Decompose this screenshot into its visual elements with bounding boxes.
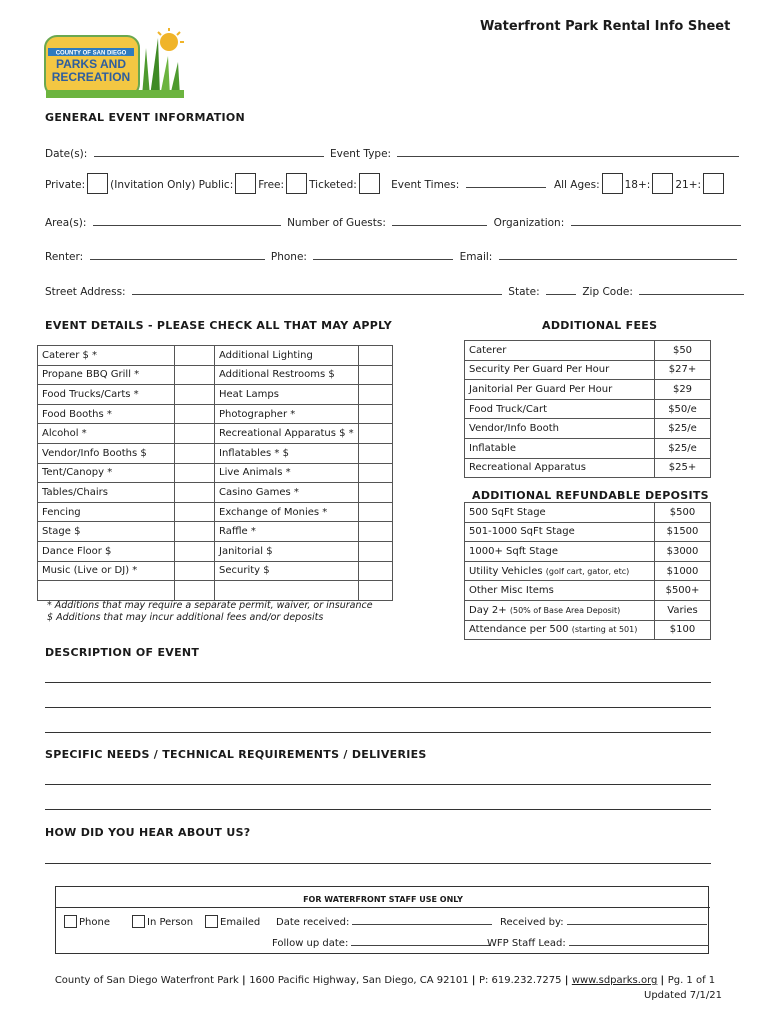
areas-row <box>45 216 744 229</box>
detail-item-label: Food Booths * <box>38 404 175 424</box>
footer-website-link[interactable]: www.sdparks.org <box>571 975 658 986</box>
deposits-heading: ADDITIONAL REFUNDABLE DEPOSITS <box>472 489 709 502</box>
deposit-label: Other Misc Items <box>469 585 554 597</box>
description-line-3[interactable] <box>45 732 711 733</box>
follow-up-field[interactable] <box>351 936 491 946</box>
staff-phone-option[interactable] <box>64 915 110 928</box>
email-field[interactable] <box>499 250 737 260</box>
fee-value: $50/e <box>655 399 711 419</box>
ticketed-checkbox[interactable] <box>359 173 380 194</box>
detail-item-check[interactable] <box>358 463 392 483</box>
updated-date: Updated 7/1/21 <box>644 990 722 1001</box>
detail-item-label: Tent/Canopy * <box>38 463 175 483</box>
fee-value: $25/e <box>655 438 711 458</box>
description-heading: DESCRIPTION OF EVENT <box>45 646 200 659</box>
fee-label: Inflatable <box>465 438 655 458</box>
date-received-label: Date received: <box>276 917 350 928</box>
detail-item-check[interactable] <box>175 424 215 444</box>
all-ages-label: All Ages: <box>553 179 600 191</box>
details-row <box>38 561 393 581</box>
details-table <box>37 345 393 601</box>
detail-item-check[interactable] <box>358 561 392 581</box>
detail-item-label: Janitorial $ <box>215 541 359 561</box>
detail-item-label: Inflatables * $ <box>215 443 359 463</box>
deposit-label-cell <box>465 600 655 620</box>
guests-label: Number of Guests: <box>287 217 386 229</box>
email-label: Email: <box>459 251 493 263</box>
detail-item-label: Additional Restrooms $ <box>215 365 359 385</box>
deposit-label-cell <box>465 522 655 542</box>
deposit-value: $100 <box>655 620 711 640</box>
fee-row <box>465 360 711 380</box>
hear-heading: HOW DID YOU HEAR ABOUT US? <box>45 826 251 839</box>
detail-item-label <box>38 581 175 601</box>
detail-item-label: Propane BBQ Grill * <box>38 365 175 385</box>
deposit-label-cell <box>465 561 655 581</box>
staff-divider <box>56 907 710 908</box>
detail-item-check[interactable] <box>358 502 392 522</box>
detail-item-check[interactable] <box>358 404 392 424</box>
detail-item-label: Alcohol * <box>38 424 175 444</box>
detail-item-check[interactable] <box>358 385 392 405</box>
detail-item-label: Recreational Apparatus $ * <box>215 424 359 444</box>
invitation-label: (Invitation Only) Public: <box>110 179 234 191</box>
areas-label: Area(s): <box>45 217 87 229</box>
detail-item-label: Stage $ <box>38 522 175 542</box>
deposit-note: (50% of Base Area Deposit) <box>509 605 621 615</box>
private-checkbox[interactable] <box>87 173 108 194</box>
deposit-label: 500 SqFt Stage <box>469 506 546 518</box>
deposit-row <box>465 522 711 542</box>
needs-line-2[interactable] <box>45 809 711 810</box>
footer-org: County of San Diego Waterfront Park <box>54 975 239 986</box>
deposit-label: 501-1000 SqFt Stage <box>469 526 575 538</box>
details-row <box>38 365 393 385</box>
fee-row <box>465 341 711 361</box>
deposit-value: $1500 <box>655 522 711 542</box>
details-row <box>38 541 393 561</box>
fee-row <box>465 458 711 478</box>
detail-item-label: Food Trucks/Carts * <box>38 385 175 405</box>
doc-title: Waterfront Park Rental Info Sheet <box>480 19 731 34</box>
age18-checkbox[interactable] <box>652 173 673 194</box>
detail-item-label: Raffle * <box>215 522 359 542</box>
event-type-label: Event Type: <box>330 148 392 160</box>
deposit-value: Varies <box>655 600 711 620</box>
detail-item-check[interactable] <box>175 502 215 522</box>
footer-address: 1600 Pacific Highway, San Diego, CA 92101 <box>249 975 469 986</box>
phone-label: Phone: <box>270 251 307 263</box>
detail-item-label: Casino Games * <box>215 483 359 503</box>
hear-line[interactable] <box>45 863 711 864</box>
detail-item-label: Fencing <box>38 502 175 522</box>
detail-item-label: Music (Live or DJ) * <box>38 561 175 581</box>
detail-item-label: Caterer $ * <box>38 346 175 366</box>
areas-field[interactable] <box>93 216 281 226</box>
received-by-label: Received by: <box>500 917 564 928</box>
details-row <box>38 581 393 601</box>
age21-checkbox[interactable] <box>703 173 724 194</box>
deposit-label: 1000+ Sqft Stage <box>469 545 559 557</box>
detail-item-label: Heat Lamps <box>215 385 359 405</box>
event-type-field[interactable] <box>397 147 739 157</box>
details-row <box>38 502 393 522</box>
fee-label: Janitorial Per Guard Per Hour <box>465 380 655 400</box>
deposit-label-cell <box>465 542 655 562</box>
details-row <box>38 522 393 542</box>
staff-phone-checkbox[interactable] <box>64 915 77 928</box>
zip-field[interactable] <box>639 285 744 295</box>
dates-row <box>45 147 742 160</box>
fee-value: $25+ <box>655 458 711 478</box>
detail-item-check[interactable] <box>175 443 215 463</box>
phone-field[interactable] <box>313 250 453 260</box>
deposit-value: $500+ <box>655 581 711 601</box>
details-row <box>38 483 393 503</box>
details-row <box>38 346 393 366</box>
fee-value: $27+ <box>655 360 711 380</box>
detail-item-label: Vendor/Info Booths $ <box>38 443 175 463</box>
detail-item-label: Tables/Chairs <box>38 483 175 503</box>
detail-item-label: Additional Lighting <box>215 346 359 366</box>
needs-line-1[interactable] <box>45 784 711 785</box>
detail-item-check[interactable] <box>358 365 392 385</box>
footer-page: Pg. 1 of 1 <box>667 975 716 986</box>
staff-in-person-checkbox[interactable] <box>132 915 145 928</box>
detail-item-check[interactable] <box>358 581 392 601</box>
dates-label: Date(s): <box>45 148 88 160</box>
fee-value: $29 <box>655 380 711 400</box>
staff-emailed-checkbox[interactable] <box>205 915 218 928</box>
fee-label: Caterer <box>465 341 655 361</box>
deposit-value: $500 <box>655 503 711 523</box>
date-received-row <box>276 915 495 928</box>
staff-phone-label: Phone <box>79 917 110 928</box>
fee-row <box>465 399 711 419</box>
detail-item-check[interactable] <box>175 522 215 542</box>
received-by-row <box>500 915 710 928</box>
free-label: Free: <box>258 179 285 191</box>
needs-heading: SPECIFIC NEEDS / TECHNICAL REQUIREMENTS / DELIVERIES <box>45 748 427 761</box>
detail-item-label <box>215 581 359 601</box>
staff-in-person-label: In Person <box>147 917 194 928</box>
details-row <box>38 424 393 444</box>
date-received-field[interactable] <box>352 915 492 925</box>
fee-label: Vendor/Info Booth <box>465 419 655 439</box>
renter-label: Renter: <box>45 251 84 263</box>
deposits-table <box>464 502 711 640</box>
deposit-label-cell <box>465 581 655 601</box>
org-field[interactable] <box>571 216 741 226</box>
fee-row <box>465 438 711 458</box>
staff-use-box <box>55 886 709 954</box>
detail-item-check[interactable] <box>175 404 215 424</box>
details-row <box>38 463 393 483</box>
deposit-row <box>465 561 711 581</box>
detail-item-label: Dance Floor $ <box>38 541 175 561</box>
deposit-value: $1000 <box>655 561 711 581</box>
staff-emailed-option[interactable] <box>205 915 260 928</box>
street-field[interactable] <box>132 285 502 295</box>
renter-row <box>45 250 740 263</box>
zip-label: Zip Code: <box>582 286 633 298</box>
details-row <box>38 385 393 405</box>
staff-in-person-option[interactable] <box>132 915 193 928</box>
deposit-row <box>465 600 711 620</box>
renter-field[interactable] <box>90 250 265 260</box>
fee-value: $25/e <box>655 419 711 439</box>
deposit-label: Utility Vehicles <box>469 565 543 577</box>
deposit-label: Attendance per 500 <box>469 624 569 636</box>
details-row <box>38 443 393 463</box>
state-field[interactable] <box>546 285 576 295</box>
street-label: Street Address: <box>45 286 126 298</box>
deposit-note: (starting at 501) <box>571 625 638 635</box>
detail-item-check[interactable] <box>175 483 215 503</box>
fees-heading: ADDITIONAL FEES <box>542 319 658 332</box>
follow-up-row <box>272 936 494 949</box>
fee-row <box>465 380 711 400</box>
received-by-field[interactable] <box>567 915 707 925</box>
detail-item-label: Photographer * <box>215 404 359 424</box>
footer: County of San Diego Waterfront Park | 1600 Pacific Highway, San Diego, CA 92101 | P: 619.232.7275 | www.sdparks.org | Pg. 1 of 1 <box>54 975 716 986</box>
general-heading: GENERAL EVENT INFORMATION <box>45 111 246 124</box>
deposit-row <box>465 620 711 640</box>
fee-label: Security Per Guard Per Hour <box>465 360 655 380</box>
deposit-label-cell <box>465 620 655 640</box>
fee-row <box>465 419 711 439</box>
detail-item-check[interactable] <box>358 346 392 366</box>
age21-label: 21+: <box>675 179 702 191</box>
free-checkbox[interactable] <box>286 173 307 194</box>
follow-up-label: Follow up date: <box>272 938 349 949</box>
fees-table <box>464 340 711 478</box>
guests-field[interactable] <box>392 216 487 226</box>
detail-item-check[interactable] <box>175 581 215 601</box>
ticketed-label: Ticketed: <box>309 179 357 191</box>
details-row <box>38 404 393 424</box>
detail-item-check[interactable] <box>358 541 392 561</box>
parks-logo <box>44 26 186 100</box>
age18-label: 18+: <box>624 179 651 191</box>
public-checkbox[interactable] <box>235 173 256 194</box>
detail-item-check[interactable] <box>358 424 392 444</box>
deposit-value: $3000 <box>655 542 711 562</box>
detail-item-label: Exchange of Monies * <box>215 502 359 522</box>
details-heading: EVENT DETAILS - PLEASE CHECK ALL THAT MAY APPLY <box>45 319 392 332</box>
permit-note: * Additions that may require a separate permit, waiver, or insurance <box>47 600 373 611</box>
detail-item-label: Security $ <box>215 561 359 581</box>
detail-item-check[interactable] <box>175 541 215 561</box>
fee-label: Recreational Apparatus <box>465 458 655 478</box>
deposit-note: (golf cart, gator, etc) <box>545 566 630 576</box>
detail-item-check[interactable] <box>358 483 392 503</box>
detail-item-check[interactable] <box>358 443 392 463</box>
footer-phone: P: 619.232.7275 <box>478 975 562 986</box>
staff-title: FOR WATERFRONT STAFF USE ONLY <box>303 895 463 904</box>
dates-field[interactable] <box>94 147 324 157</box>
detail-item-check[interactable] <box>175 385 215 405</box>
private-label: Private: <box>45 179 86 191</box>
deposit-row <box>465 503 711 523</box>
fee-value: $50 <box>655 341 711 361</box>
state-label: State: <box>508 286 540 298</box>
address-row <box>45 285 747 298</box>
deposit-row <box>465 581 711 601</box>
wfp-lead-field[interactable] <box>569 936 709 946</box>
wfp-lead-row <box>487 936 712 949</box>
detail-item-check[interactable] <box>175 463 215 483</box>
fee-label: Food Truck/Cart <box>465 399 655 419</box>
all-ages-checkbox[interactable] <box>602 173 623 194</box>
fees-note: $ Additions that may incur additional fees and/or deposits <box>47 612 324 623</box>
detail-item-check[interactable] <box>358 522 392 542</box>
svg-text:RECREATION: RECREATION <box>51 70 131 84</box>
svg-text:PARKS AND: PARKS AND <box>55 57 127 71</box>
org-label: Organization: <box>493 217 565 229</box>
detail-item-check[interactable] <box>175 346 215 366</box>
event-times-label: Event Times: <box>391 179 460 191</box>
deposit-label: Day 2+ <box>469 604 507 616</box>
detail-item-check[interactable] <box>175 365 215 385</box>
event-times-field[interactable] <box>466 178 546 188</box>
detail-item-check[interactable] <box>175 561 215 581</box>
event-kind-row <box>45 173 726 194</box>
deposit-label-cell <box>465 503 655 523</box>
description-line-2[interactable] <box>45 707 711 708</box>
description-line-1[interactable] <box>45 682 711 683</box>
wfp-lead-label: WFP Staff Lead: <box>487 938 566 949</box>
svg-text:COUNTY OF SAN DIEGO: COUNTY OF SAN DIEGO <box>55 50 127 57</box>
detail-item-label: Live Animals * <box>215 463 359 483</box>
deposit-row <box>465 542 711 562</box>
staff-emailed-label: Emailed <box>220 917 261 928</box>
